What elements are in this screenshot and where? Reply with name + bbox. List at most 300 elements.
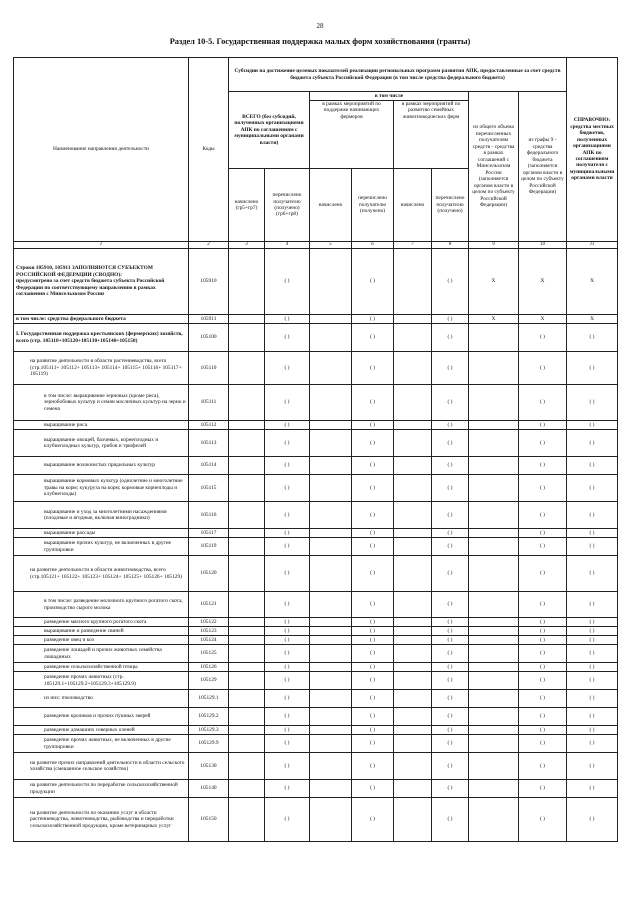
empty-cell[interactable] [310,324,352,352]
bracket-value-cell[interactable]: ( ) [352,645,394,663]
table-row [14,735,618,753]
empty-cell[interactable] [469,502,519,529]
row-label [14,708,189,726]
bracket-value-cell[interactable]: ( ) [567,645,618,663]
bracket-value-cell[interactable]: ( ) [352,726,394,735]
bracket-value-cell[interactable]: ( ) [567,618,618,627]
empty-cell[interactable] [229,636,265,645]
bracket-value-cell[interactable]: ( ) [567,352,618,385]
bracket-value-cell[interactable]: ( ) [265,324,310,352]
row-label [14,385,189,421]
bracket-value-cell[interactable]: ( ) [432,592,469,618]
bracket-value-cell[interactable]: ( ) [519,421,567,430]
row-label [14,636,189,645]
empty-cell[interactable] [394,430,432,457]
table-row [14,636,618,645]
row-label [14,645,189,663]
table-row [14,592,618,618]
empty-cell[interactable] [469,352,519,385]
empty-cell[interactable] [394,798,432,842]
bracket-value-cell[interactable]: ( ) [432,618,469,627]
empty-cell[interactable] [310,457,352,475]
bracket-value-cell[interactable]: ( ) [352,592,394,618]
empty-cell[interactable] [310,556,352,592]
empty-cell[interactable] [310,753,352,780]
table-row [14,324,618,352]
col-number: 6 [352,242,394,249]
bracket-value-cell[interactable]: ( ) [432,672,469,690]
bracket-value-cell[interactable]: ( ) [432,529,469,538]
row-label [14,726,189,735]
row-label-text: разведение овец и коз [44,636,94,643]
bracket-value-cell[interactable]: ( ) [432,690,469,708]
bracket-value-cell[interactable]: ( ) [265,798,310,842]
row-code: 105911 [189,315,229,324]
empty-cell[interactable] [229,249,265,315]
row-label [14,430,189,457]
row-code: 105129.9 [189,735,229,753]
bracket-value-cell[interactable]: ( ) [352,636,394,645]
row-label-text: выращивание кормовых культур (однолетние и многолетние травы на корм; кукуруза на корм; кормовые корнеплоды и клубнеплоды) [44,478,183,498]
bracket-value-cell[interactable]: ( ) [567,780,618,798]
empty-cell[interactable] [310,708,352,726]
empty-cell[interactable] [310,430,352,457]
empty-cell[interactable] [394,690,432,708]
bracket-value-cell[interactable]: ( ) [265,618,310,627]
bracket-value-cell[interactable]: ( ) [352,475,394,502]
empty-cell[interactable] [394,735,432,753]
bracket-value-cell[interactable]: ( ) [352,385,394,421]
bracket-value-cell[interactable]: ( ) [265,556,310,592]
empty-cell[interactable] [469,663,519,672]
empty-cell[interactable] [310,726,352,735]
empty-cell[interactable] [469,618,519,627]
header-accrued-5: начислено [310,169,352,242]
empty-cell[interactable] [469,672,519,690]
row-label [14,690,189,708]
bracket-value-cell[interactable]: ( ) [432,457,469,475]
bracket-value-cell[interactable]: ( ) [567,735,618,753]
bracket-value-cell[interactable]: ( ) [352,249,394,315]
bracket-value-cell[interactable]: ( ) [567,421,618,430]
empty-cell[interactable] [469,753,519,780]
bracket-value-cell[interactable]: ( ) [519,502,567,529]
bracket-value-cell[interactable]: ( ) [567,663,618,672]
empty-cell[interactable] [394,672,432,690]
bracket-value-cell[interactable]: ( ) [432,352,469,385]
empty-cell[interactable] [310,780,352,798]
col-number: 9 [469,242,519,249]
bracket-value-cell[interactable]: ( ) [265,475,310,502]
x-mark-cell: X [567,249,618,315]
bracket-value-cell[interactable]: ( ) [432,798,469,842]
bracket-value-cell[interactable]: ( ) [567,672,618,690]
bracket-value-cell[interactable]: ( ) [265,430,310,457]
empty-cell[interactable] [229,592,265,618]
bracket-value-cell[interactable]: ( ) [432,475,469,502]
col-number: 5 [310,242,352,249]
empty-cell[interactable] [469,457,519,475]
bracket-value-cell[interactable]: ( ) [432,502,469,529]
row-label [14,324,189,352]
bracket-value-cell[interactable]: ( ) [567,708,618,726]
empty-cell[interactable] [229,315,265,324]
empty-cell[interactable] [229,324,265,352]
row-label [14,663,189,672]
bracket-value-cell[interactable]: ( ) [432,430,469,457]
bracket-value-cell[interactable]: ( ) [519,592,567,618]
header-reference: СПРАВОЧНО: средства местных бюджетов, полученных организациями АПК по соглашениям получателя с муниципальными органами власти [567,58,618,242]
empty-cell[interactable] [469,627,519,636]
bracket-value-cell[interactable]: ( ) [567,556,618,592]
bracket-value-cell[interactable]: ( ) [265,249,310,315]
bracket-value-cell[interactable]: ( ) [519,618,567,627]
empty-cell[interactable] [310,538,352,556]
bracket-value-cell[interactable]: ( ) [265,636,310,645]
bracket-value-cell[interactable]: ( ) [265,502,310,529]
bracket-value-cell[interactable]: ( ) [352,457,394,475]
bracket-value-cell[interactable]: ( ) [432,324,469,352]
bracket-value-cell[interactable]: ( ) [519,780,567,798]
bracket-value-cell[interactable]: ( ) [352,735,394,753]
empty-cell[interactable] [229,663,265,672]
empty-cell[interactable] [229,726,265,735]
empty-cell[interactable] [310,352,352,385]
row-code: 105121 [189,592,229,618]
empty-cell[interactable] [469,690,519,708]
row-code: 105113 [189,430,229,457]
empty-cell[interactable] [310,618,352,627]
empty-cell[interactable] [469,556,519,592]
bracket-value-cell[interactable]: ( ) [519,708,567,726]
bracket-value-cell[interactable]: ( ) [352,672,394,690]
bracket-value-cell[interactable]: ( ) [519,627,567,636]
bracket-value-cell[interactable]: ( ) [352,324,394,352]
bracket-value-cell[interactable]: ( ) [432,645,469,663]
empty-cell[interactable] [469,708,519,726]
bracket-value-cell[interactable]: ( ) [265,735,310,753]
bracket-value-cell[interactable]: ( ) [265,352,310,385]
empty-cell[interactable] [394,529,432,538]
bracket-value-cell[interactable]: ( ) [265,708,310,726]
empty-cell[interactable] [469,726,519,735]
bracket-value-cell[interactable]: ( ) [519,672,567,690]
row-label-text: выращивание рассады [44,529,96,536]
bracket-value-cell[interactable]: ( ) [519,475,567,502]
row-label-text: выращивание риса [44,421,88,428]
row-code: 105115 [189,475,229,502]
empty-cell[interactable] [229,690,265,708]
bracket-value-cell[interactable]: ( ) [432,538,469,556]
empty-cell[interactable] [394,385,432,421]
bracket-value-cell[interactable]: ( ) [519,430,567,457]
bracket-value-cell[interactable]: ( ) [265,315,310,324]
bracket-value-cell[interactable]: ( ) [519,798,567,842]
empty-cell[interactable] [229,618,265,627]
col-number: 1 [14,242,189,249]
empty-cell[interactable] [229,780,265,798]
row-label-text: разведение лошадей и прочих животных семейства лошадиных [44,647,162,660]
bracket-value-cell[interactable]: ( ) [519,636,567,645]
empty-cell[interactable] [229,753,265,780]
bracket-value-cell[interactable]: ( ) [265,538,310,556]
bracket-value-cell[interactable]: ( ) [567,690,618,708]
bracket-value-cell[interactable]: ( ) [567,798,618,842]
empty-cell[interactable] [229,627,265,636]
bracket-value-cell[interactable]: ( ) [352,627,394,636]
header-accrued-total: начислено (гр5+гр7) [229,169,265,242]
bracket-value-cell[interactable]: ( ) [567,529,618,538]
empty-cell[interactable] [394,618,432,627]
empty-cell[interactable] [394,663,432,672]
bracket-value-cell[interactable]: ( ) [265,672,310,690]
empty-cell[interactable] [310,672,352,690]
empty-cell[interactable] [394,726,432,735]
header-subsidies: Субсидии на достижение целевых показателей реализации региональных программ развития АПК, предоставленные за счет средств бюджета субъекта Российской Федерации (в том числе средства федерального бюджета) [229,58,567,92]
empty-cell[interactable] [310,502,352,529]
x-mark-cell: X [469,315,519,324]
bracket-value-cell[interactable]: ( ) [567,627,618,636]
table-row [14,753,618,780]
bracket-value-cell[interactable]: ( ) [352,315,394,324]
empty-cell[interactable] [310,663,352,672]
bracket-value-cell[interactable]: ( ) [567,457,618,475]
bracket-value-cell[interactable]: ( ) [432,249,469,315]
bracket-value-cell[interactable]: ( ) [567,475,618,502]
row-code: 105114 [189,457,229,475]
bracket-value-cell[interactable]: ( ) [352,780,394,798]
bracket-value-cell[interactable]: ( ) [265,627,310,636]
table-row [14,708,618,726]
row-code: 105111 [189,385,229,421]
bracket-value-cell[interactable]: ( ) [432,663,469,672]
bracket-value-cell[interactable]: ( ) [567,636,618,645]
empty-cell[interactable] [469,475,519,502]
bracket-value-cell[interactable]: ( ) [519,529,567,538]
empty-cell[interactable] [394,475,432,502]
empty-cell[interactable] [310,735,352,753]
bracket-value-cell[interactable]: ( ) [519,324,567,352]
bracket-value-cell[interactable]: ( ) [519,645,567,663]
row-label [14,753,189,780]
bracket-value-cell[interactable]: ( ) [519,352,567,385]
table-row [14,690,618,708]
bracket-value-cell[interactable]: ( ) [567,430,618,457]
bracket-value-cell[interactable]: ( ) [352,538,394,556]
bracket-value-cell[interactable]: ( ) [432,421,469,430]
row-code: 105150 [189,798,229,842]
empty-cell[interactable] [394,249,432,315]
bracket-value-cell[interactable]: ( ) [265,529,310,538]
bracket-value-cell[interactable]: ( ) [265,421,310,430]
row-label [14,798,189,842]
bracket-value-cell[interactable]: ( ) [265,726,310,735]
bracket-value-cell[interactable]: ( ) [567,726,618,735]
bracket-value-cell[interactable]: ( ) [265,592,310,618]
bracket-value-cell[interactable]: ( ) [567,324,618,352]
empty-cell[interactable] [394,538,432,556]
column-numbers-row [14,242,618,249]
empty-cell[interactable] [469,636,519,645]
empty-cell[interactable] [310,529,352,538]
bracket-value-cell[interactable]: ( ) [265,385,310,421]
empty-cell[interactable] [394,315,432,324]
bracket-value-cell[interactable]: ( ) [519,385,567,421]
bracket-value-cell[interactable]: ( ) [432,556,469,592]
empty-cell[interactable] [469,592,519,618]
bracket-value-cell[interactable]: ( ) [519,663,567,672]
empty-cell[interactable] [229,352,265,385]
empty-cell[interactable] [469,421,519,430]
bracket-value-cell[interactable]: ( ) [432,627,469,636]
bracket-value-cell[interactable]: ( ) [352,663,394,672]
bracket-value-cell[interactable]: ( ) [352,352,394,385]
bracket-value-cell[interactable]: ( ) [265,753,310,780]
empty-cell[interactable] [310,636,352,645]
empty-cell[interactable] [469,385,519,421]
grants-table [13,57,618,842]
empty-cell[interactable] [469,780,519,798]
empty-cell[interactable] [394,421,432,430]
row-label-text: выращивание прочих культур, не включенных в другие группировки [44,540,172,553]
bracket-value-cell[interactable]: ( ) [432,753,469,780]
empty-cell[interactable] [394,556,432,592]
bracket-value-cell[interactable]: ( ) [352,708,394,726]
empty-cell[interactable] [469,529,519,538]
page-number: 28 [316,22,324,30]
empty-cell[interactable] [229,457,265,475]
bracket-value-cell[interactable]: ( ) [352,690,394,708]
table-row [14,457,618,475]
bracket-value-cell[interactable]: ( ) [265,645,310,663]
empty-cell[interactable] [469,324,519,352]
empty-cell[interactable] [229,798,265,842]
empty-cell[interactable] [469,798,519,842]
bracket-value-cell[interactable]: ( ) [519,726,567,735]
empty-cell[interactable] [469,735,519,753]
empty-cell[interactable] [229,385,265,421]
empty-cell[interactable] [229,645,265,663]
empty-cell[interactable] [310,798,352,842]
empty-cell[interactable] [310,592,352,618]
empty-cell[interactable] [229,708,265,726]
bracket-value-cell[interactable]: ( ) [519,538,567,556]
empty-cell[interactable] [394,502,432,529]
empty-cell[interactable] [310,475,352,502]
bracket-value-cell[interactable]: ( ) [432,735,469,753]
bracket-value-cell[interactable]: ( ) [432,726,469,735]
empty-cell[interactable] [469,430,519,457]
bracket-value-cell[interactable]: ( ) [519,556,567,592]
empty-cell[interactable] [469,538,519,556]
empty-cell[interactable] [310,249,352,315]
bracket-value-cell[interactable]: ( ) [519,735,567,753]
bracket-value-cell[interactable]: ( ) [265,457,310,475]
row-label-text: выращивание и разведение свиней [44,627,124,634]
empty-cell[interactable] [229,735,265,753]
bracket-value-cell[interactable]: ( ) [432,315,469,324]
bracket-value-cell[interactable]: ( ) [567,592,618,618]
empty-cell[interactable] [394,627,432,636]
empty-cell[interactable] [229,538,265,556]
empty-cell[interactable] [229,502,265,529]
bracket-value-cell[interactable]: ( ) [352,798,394,842]
empty-cell[interactable] [394,753,432,780]
empty-cell[interactable] [310,421,352,430]
row-label [14,457,189,475]
row-label-text: I. Государственная поддержка крестьянских (фермерских) хозяйств, всего (стр. 105110+105120+105130+105140+105150) [16,331,183,344]
bracket-value-cell[interactable]: ( ) [352,430,394,457]
bracket-value-cell[interactable]: ( ) [432,708,469,726]
empty-cell[interactable] [229,421,265,430]
header-transferred-8: перечислено получателю (получено) [432,169,469,242]
row-code: 105119 [189,538,229,556]
empty-cell[interactable] [394,645,432,663]
bracket-value-cell[interactable]: ( ) [265,780,310,798]
table-row [14,672,618,690]
bracket-value-cell[interactable]: ( ) [265,663,310,672]
bracket-value-cell[interactable]: ( ) [352,753,394,780]
bracket-value-cell[interactable]: ( ) [352,556,394,592]
bracket-value-cell[interactable]: ( ) [352,421,394,430]
bracket-value-cell[interactable]: ( ) [519,457,567,475]
empty-cell[interactable] [229,430,265,457]
bracket-value-cell[interactable]: ( ) [567,753,618,780]
bracket-value-cell[interactable]: ( ) [352,529,394,538]
bracket-value-cell[interactable]: ( ) [265,690,310,708]
empty-cell[interactable] [310,385,352,421]
row-label [14,627,189,636]
empty-cell[interactable] [469,645,519,663]
row-label-text: разведение сельскохозяйственной птицы [44,663,138,670]
bracket-value-cell[interactable]: ( ) [352,502,394,529]
table-row [14,663,618,672]
bracket-value-cell[interactable]: ( ) [432,385,469,421]
empty-cell[interactable] [229,529,265,538]
table-row [14,556,618,592]
empty-cell[interactable] [310,690,352,708]
bracket-value-cell[interactable]: ( ) [567,538,618,556]
empty-cell[interactable] [394,592,432,618]
empty-cell[interactable] [394,352,432,385]
bracket-value-cell[interactable]: ( ) [432,636,469,645]
bracket-value-cell[interactable]: ( ) [567,502,618,529]
empty-cell[interactable] [310,315,352,324]
empty-cell[interactable] [394,324,432,352]
empty-cell[interactable] [229,556,265,592]
empty-cell[interactable] [394,457,432,475]
empty-cell[interactable] [310,627,352,636]
row-code: 105130 [189,753,229,780]
empty-cell[interactable] [394,708,432,726]
empty-cell[interactable] [229,672,265,690]
empty-cell[interactable] [394,636,432,645]
header-of-which: в том числе [310,92,469,101]
empty-cell[interactable] [310,645,352,663]
bracket-value-cell[interactable]: ( ) [519,690,567,708]
row-label-text: на развитие деятельности в области растениеводства, всего (стр.105111+ 105112+ 105113+ 105114+ 105115+ 105116+ 105117+ 105119) [30,358,182,378]
empty-cell[interactable] [229,475,265,502]
empty-cell[interactable] [394,780,432,798]
x-mark-cell: X [469,249,519,315]
bracket-value-cell[interactable]: ( ) [519,753,567,780]
bracket-value-cell[interactable]: ( ) [567,385,618,421]
row-code: 105124 [189,636,229,645]
row-label-text: на развитие деятельности по переработке сельскохозяйственной продукции [30,782,178,795]
bracket-value-cell[interactable]: ( ) [432,780,469,798]
row-code: 105123 [189,627,229,636]
bracket-value-cell[interactable]: ( ) [352,618,394,627]
